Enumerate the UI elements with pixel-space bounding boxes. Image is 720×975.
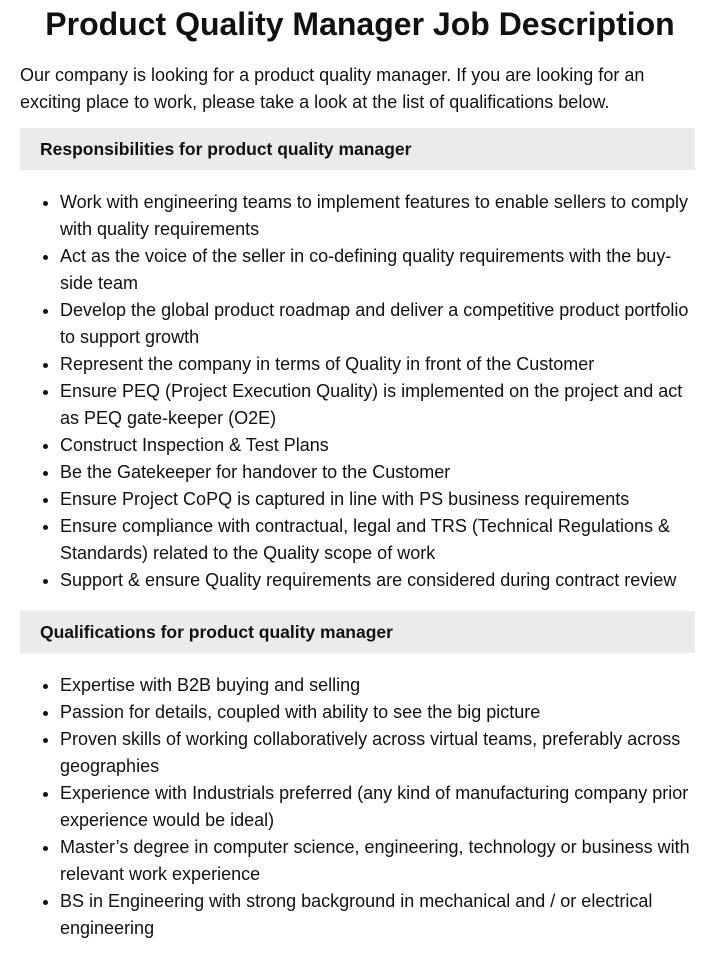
list-item: • Be the Gatekeeper for handover to the Customer — [60, 459, 700, 486]
list-item: • Experience with Industrials preferred (any kind of manufacturing company prior experience would be ideal) — [60, 780, 700, 834]
bullet-list — [20, 189, 700, 594]
sections — [0, 128, 720, 942]
list-item: • Proven skills of working collaboratively across virtual teams, preferably across geographies — [60, 726, 700, 780]
list-item: • Ensure compliance with contractual, legal and TRS (Technical Regulations & Standards) related to the Quality scope of work — [60, 513, 700, 567]
intro-text: Our company is looking for a product quality manager. If you are looking for an exciting place to work, please take a look at the list of qualifications below. — [20, 65, 645, 112]
list-item: • Act as the voice of the seller in co-defining quality requirements with the buy-side team — [60, 243, 700, 297]
section-heading: Responsibilities for product quality manager — [20, 128, 695, 170]
list-item: • Ensure Project CoPQ is captured in line with PS business requirements — [60, 486, 700, 513]
list-item: • Represent the company in terms of Quality in front of the Customer — [60, 351, 700, 378]
list-item: • Master’s degree in computer science, engineering, technology or business with relevant work experience — [60, 834, 700, 888]
section-heading: Qualifications for product quality manager — [20, 611, 695, 653]
list-item: • Support & ensure Quality requirements are considered during contract review — [60, 567, 700, 594]
bullet-list — [20, 672, 700, 942]
list-item: • Work with engineering teams to implement features to enable sellers to comply with quality requirements — [60, 189, 700, 243]
list-item: • Expertise with B2B buying and selling — [60, 672, 700, 699]
list-item: • Develop the global product roadmap and deliver a competitive product portfolio to support growth — [60, 297, 700, 351]
list-item: • Construct Inspection & Test Plans — [60, 432, 700, 459]
page-title: Product Quality Manager Job Description — [45, 6, 675, 42]
list-item: • Passion for details, coupled with ability to see the big picture — [60, 699, 700, 726]
list-item: • BS in Engineering with strong background in mechanical and / or electrical engineering — [60, 888, 700, 942]
list-item: • Ensure PEQ (Project Execution Quality) is implemented on the project and act as PEQ gate-keeper (O2E) — [60, 378, 700, 432]
